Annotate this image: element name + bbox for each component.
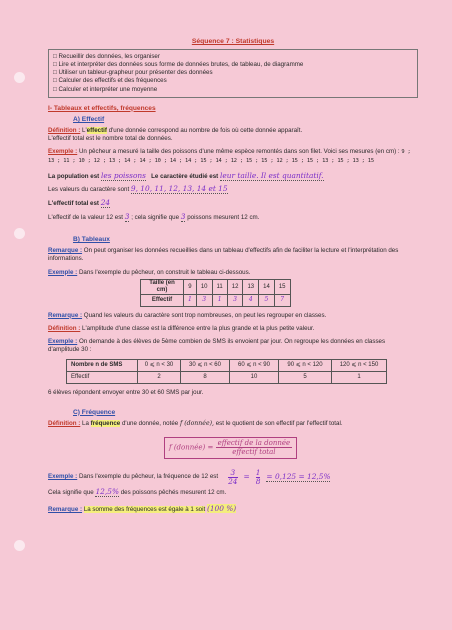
objective-item: □ Calculer des effectifs et des fréquences — [53, 77, 167, 85]
sms-interpretation: 6 élèves répondent envoyer entre 30 et 60 SMS par jour. — [48, 388, 204, 396]
example-frequence: Exemple : Dans l'exemple du pêcheur, la fréquence de 12 est $\frac{3}{24}$ = $\frac{1}{8}$ = 0,125 = 12,5% — [48, 467, 331, 486]
objective-item: □ Utiliser un tableur-grapheur pour présenter des données — [53, 69, 213, 77]
population-line: La population est les poissons Le caractère étudié est leur taille. Il est quantitatif. — [48, 170, 324, 180]
effectif-value-line: L'effectif de la valeur 12 est 3 ; cela signifie que 3 poissons mesurent 12 cm. — [48, 211, 260, 221]
objectives-box — [48, 49, 418, 97]
remark-classes: Remarque : Quand les valeurs du caractère sont trop nombreuses, on peut les regrouper en classes. — [48, 311, 327, 319]
example-sms: Exemple : On demande à des élèves de 5ème combien de SMS ils envoient par jour. On regroupe les données en classes d'amplitude 30 : — [48, 338, 386, 354]
example-table-intro: Exemple : Dans l'exemple du pêcheur, on construit le tableau ci-dessous. — [48, 268, 251, 276]
subsection-frequence: C) Fréquence — [73, 408, 116, 416]
objective-item: □ Recueillir des données, les organiser — [53, 53, 160, 61]
section-heading: I- Tableaux et effectifs, fréquences — [48, 104, 156, 112]
values-line: Les valeurs du caractère sont 9, 10, 11, 12, 13, 14 et 15 — [48, 183, 228, 193]
remark-tableaux: Remarque : On peut organiser les données recueillies dans un tableau d'effectifs afin de faciliter la lecture et l'interprétation des informations. — [48, 247, 399, 263]
worksheet-page — [48, 38, 418, 514]
definition-frequence: Définition : La fréquence d'une donnée, notée f (donnée), est le quotient de son effectif par l'effectif total. — [48, 419, 343, 427]
effectif-table: Taille (en cm) 9 10 11 12 13 14 15 Effectif 1 3 1 3 4 5 7 — [140, 279, 291, 307]
punch-hole-bottom — [14, 540, 25, 551]
formula-box: f (donnée) = effectif de la donnée effectif total — [164, 437, 297, 458]
total-line: L'effectif total est 24 — [48, 197, 111, 207]
subsection-tableaux: B) Tableaux — [73, 235, 110, 243]
frequence-meaning: Cela signifie que 12,5% des poissons pêchés mesurent 12 cm. — [48, 486, 227, 496]
subsection-effectif: A) Effectif — [73, 115, 105, 123]
page-title: Séquence 7 : Statistiques — [191, 38, 275, 45]
definition-amplitude: Définition : L'amplitude d'une classe est la différence entre la plus grande et la plus petite valeur. — [48, 324, 315, 332]
punch-hole-top — [14, 72, 25, 83]
punch-hole-middle — [14, 228, 25, 239]
remark-sum-frequencies: Remarque : La somme des fréquences est égale à 1 soit (100 %) — [48, 504, 237, 514]
definition-effectif: Définition : L'effectif d'une donnée correspond au nombre de fois où cette donnée apparaît. — [48, 127, 303, 135]
frequency-formula — [164, 437, 418, 458]
sms-table: Nombre n de SMS 0 ⩽ n < 30 30 ⩽ n < 60 60 ⩽ n < 90 90 ⩽ n < 120 120 ⩽ n < 150 Effectif 2 8 10 5 1 — [66, 359, 387, 384]
definition-effectif-total: L'effectif total est le nombre total de données. — [48, 135, 173, 143]
objective-item: □ Calculer et interpréter une moyenne — [53, 85, 158, 93]
example-fisherman: Exemple : Un pêcheur a mesuré la taille des poissons d'une même espèce remontés dans son filet. Voici ses mesures (en cm) : 9 ; 13 ; 11 ; 10 ; 12 ; 13 ; 14 ; 14 ; 10 ; 14 ; 14 ; 15 ; 14 ; 12 ; 15 ; 15 ; 12 ; 15 ; 15 ; 13 ; 15 ; 13 ; 15 — [48, 148, 411, 164]
objective-item: □ Lire et interpréter des données sous forme de données brutes, de tableau, de diagramme — [53, 61, 304, 69]
